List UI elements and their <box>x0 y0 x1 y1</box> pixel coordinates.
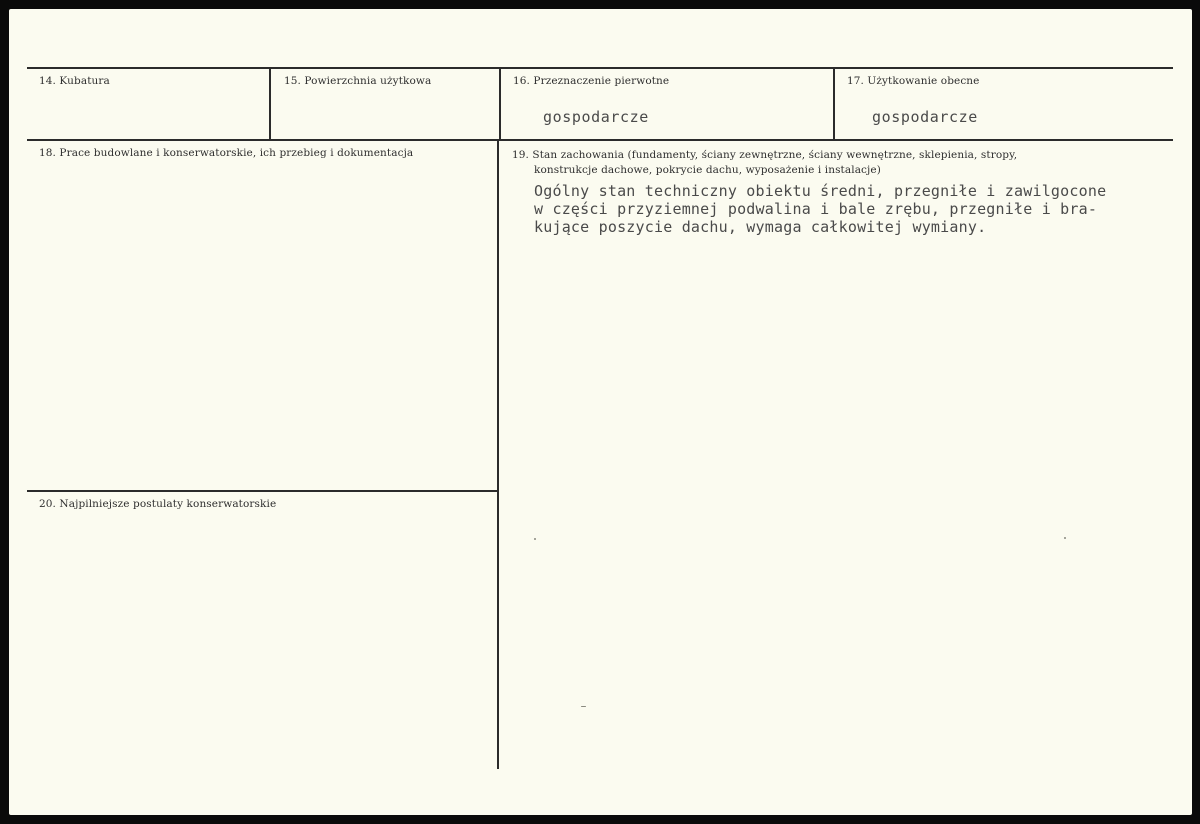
field-16-label: 16. Przeznaczenie pierwotne <box>513 75 670 87</box>
field-19-label: 19. Stan zachowania (fundamenty, ściany zewnętrzne, ściany wewnętrzne, sklepienia, stropy, <box>512 149 1018 161</box>
field-17-label: 17. Użytkowanie obecne <box>847 75 980 87</box>
field-19-label-cont: konstrukcje dachowe, pokrycie dachu, wyposażenie i instalacje) <box>534 164 881 176</box>
field-18-label: 18. Prace budowlane i konserwatorskie, ich przebieg i dokumentacja <box>39 147 414 159</box>
field-17-value: gospodarcze <box>872 108 978 126</box>
field-19-text-line: kujące poszycie dachu, wymaga całkowitej wymiany. <box>534 218 987 236</box>
inventory-card <box>9 9 1192 815</box>
col-divider-main <box>497 141 499 769</box>
paper-speck <box>1064 537 1066 539</box>
top-rule <box>27 67 1173 69</box>
field-19-text-line: Ogólny stan techniczny obiektu średni, przegniłe i zawilgocone <box>534 182 1107 200</box>
field-16-value: gospodarcze <box>543 108 649 126</box>
field-15-label: 15. Powierzchnia użytkowa <box>284 75 432 87</box>
field-20-label: 20. Najpilniejsze postulaty konserwatorskie <box>39 498 277 510</box>
paper-speck <box>534 538 536 540</box>
row-divider <box>27 139 1173 141</box>
field-20-divider <box>27 490 497 492</box>
field-14-label: 14. Kubatura <box>39 75 110 87</box>
col-divider-15-16 <box>499 68 501 139</box>
paper-speck <box>581 706 586 707</box>
field-19-text-line: w części przyziemnej podwalina i bale zrębu, przegniłe i bra- <box>534 200 1098 218</box>
col-divider-14-15 <box>269 68 271 139</box>
col-divider-16-17 <box>833 68 835 139</box>
